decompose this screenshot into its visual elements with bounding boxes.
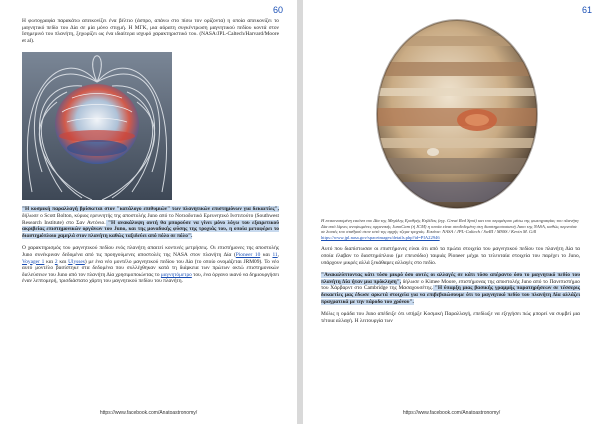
body-text: , — [277, 251, 279, 258]
page-footer-url: https://www.facebook.com/Anatoastronomy/ — [99, 410, 198, 416]
page-number: 61 — [581, 5, 592, 15]
jupiter-figure — [373, 16, 541, 212]
quote-bold-text-2: "Η ανακάλυψη αυτή θα μπορούσε να γίνει μόνο λόγω του εξαιρετικού ακριβείας επιστημονικών οργάνων του Juno, και της μοναδικής φύσης της τροχιάς του, η οποία μεταφέρει το διαστημόπλοιο χαμηλά στον πλανήτη καθώς ταξιδεύει από πόλο σε πόλο". — [22, 219, 279, 239]
pioneer-10-link[interactable]: Pioneer 10 — [235, 251, 261, 258]
magnetometer-link[interactable]: μαγνητόμετρο — [160, 271, 192, 278]
quote-paragraph — [321, 272, 580, 305]
body-paragraph — [22, 245, 279, 285]
quote-paragraph — [22, 206, 279, 239]
figure-caption — [321, 218, 580, 240]
quote-bold-text: "Ανακαλύπτοντας κάτι τόσο μικρό όσο αυτές οι αλλαγές σε κάτι τόσο απέραντο όσο το μαγνητικό πεδίο του πλανήτη Δία ήταν μια πρόκληση", — [321, 272, 580, 285]
body-text: Ο χαρακτηρισμός του μαγνητικού πεδίου ενός πλανήτη απαιτεί κοντινές μετρήσεις. Οι επιστήμονες της αποστολής Juno συνέκριναν δεδομένα από τις προηγούμενες αποστολές της NASA στον πλανήτη Δία ( — [22, 245, 279, 258]
quote-bold-text-2: "Η ύπαρξη μιας βασικής γραμμής παρατηρήσεων σε τέσσερις δεκαετίες μας έδωσε αρκετά στοιχεία για να επιβεβαιώσουμε ότι το μαγνητικό πεδίο του πλανήτη Δία αλλάζει πραγματικά με την πάροδο του χρόνου". — [321, 285, 581, 305]
left-page — [0, 0, 297, 424]
voyager-2-link[interactable]: 2 — [54, 258, 58, 265]
jupiter-great-red-spot-image — [373, 16, 541, 212]
body-paragraph-3: Μόλις η ομάδα του Juno απέδειξε ότι υπήρξε Κοσμική Παραλλαγή, επεδίωξε να εξηγήσει πώς μπορεί να συμβεί μια τέτοια αλλαγή. Η λειτουργία των — [321, 311, 580, 324]
body-text: και — [57, 258, 69, 265]
jupiter-magnetic-field-image — [22, 52, 172, 200]
body-text: του, ένα όργανο ικανό να δημιουργήσει έναν λεπτομερή, τρισδιάστατο χάρτη του μαγνητικού πεδίου του πλανήτη. — [22, 271, 279, 285]
caption-source-link[interactable]: https://www.jpl.nasa.gov/spaceimages/details.php?id=PIA22946 — [321, 234, 440, 240]
caption-text: Η επικονιασμένη εικόνα του Δία της Μεγάλης Ερυθρής Κηλίδας (εγγ. Great Red Spot) και του περιμέτρου μέσω της φωτογραφίας του πλανήτη Δία από λίμνες ανυψωμένες οργανικής JunoCam (ή JCM) η οποία είναι συνδεδεμένη στη διαστημοσυσκευή Juno της NASA, καθώς περνούσε σε λοιπές του σταθμού στον ιστό της αρχής τζερα τροχιάς. Εικόνα: NASA / JPL-Caltech / SwRI / MSSS / Kevin M. Gill — [321, 218, 579, 235]
page-number: 60 — [272, 5, 283, 15]
voyager-1-link[interactable]: Voyager 1 — [22, 258, 45, 265]
quote-attribution: δήλωσε ο Scott Bolton, κύριος ερευνητής της αποστολής Juno από το Νοτιοδυτικό Ερευνητικό Ινστιτούτο (Southwest Research Institute) στο Σαν Αντόνιο. — [22, 212, 279, 226]
page-footer-url: https://www.facebook.com/Anatoastronomy/ — [402, 410, 501, 416]
body-text: και — [44, 258, 55, 265]
ulysses-link[interactable]: Ulysses — [68, 258, 85, 265]
intro-paragraph: Η φωτογραφία παρακάτω απεικονίζει ένα βέλτιο (άσπρο, απάνω στο πίσω τον ορίζοντα) η οποία απεικονίζει το μαγνητικό πεδίο του Δία σε μία μόνο στιγμή. Η ΜΓΚ, μια αόρατη συγκέντρωση μαγνητικού πεδίου κοντά στον Ισημερινό του πλανήτη, ξεχωρίζει ως ένα ιδιαίτερα ισχυρό χαρακτηριστικό του. (NASA/JPL-Caltech/Harvard/Moore et al). — [22, 18, 279, 44]
right-page — [303, 0, 600, 424]
body-text: και — [260, 251, 273, 258]
pioneer-11-link[interactable]: 11 — [272, 251, 278, 258]
body-text: ) με ένα νέο μοντέλο μαγνητικού πεδίου του Δία (το οποίο ονομάζεται JRM09). Το νέο αυτό μοντέλο βασίστηκε στα δεδομένα που συλλέχθηκαν κατά τη διάρκεια των πρώτων οκτώ επιστημονικών διελεύσεων του Juno από τον πλανήτη Δία χρησιμοποιώντας το — [22, 258, 280, 278]
body-paragraph-1: Αυτό που διαπίστωσαν οι επιστήμονες είναι ότι από τα πρώτα στοιχεία του μαγνητικού πεδίου του πλανήτη Δία τα οποία έλαβαν το διαστημόπλοιο (με επεισόδιο) ταιριάς Pioneer μέχρι τα τελευταία στοιχεία του παρέχει το Juno, υπάρχουν μικρές αλλά ξεκάθαρες αλλαγές στο πεδίο. — [321, 246, 580, 266]
magnetic-field-figure — [22, 52, 172, 200]
quote-attribution: δήλωσε ο Kimee Moore, επιστήμονας της αποστολής Juno από το Πανεπιστήμιο του Χάρβαρντ στο Cambridge της Μασαχουσέτης. — [321, 278, 581, 292]
quote-bold-text: "Η κοσμική παραλλαγή βρίσκεται στον "κατάλογο επιθυμιών" των πλανητικών επιστημόνων για δεκαετίες", — [22, 206, 279, 213]
